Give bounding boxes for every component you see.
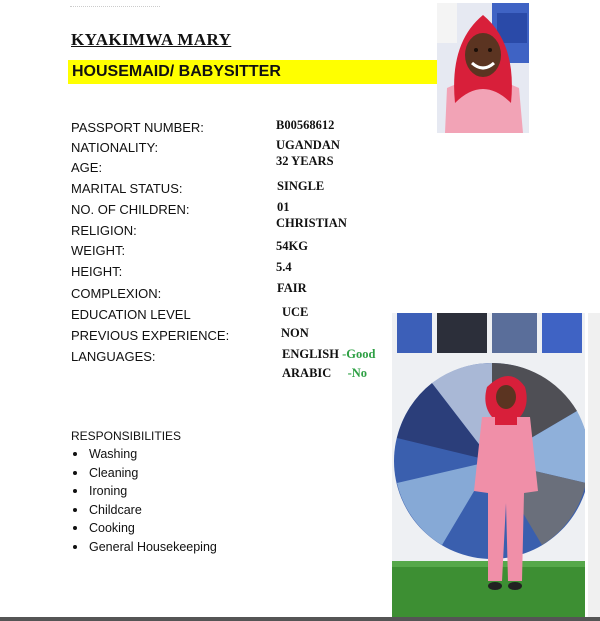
list-item: Ironing <box>71 482 217 501</box>
children-label: NO. OF CHILDREN: <box>71 202 190 217</box>
detail-row-passport <box>0 118 600 138</box>
nationality-value: UGANDAN <box>276 138 340 152</box>
position-title: HOUSEMAID/ BABYSITTER <box>72 63 281 80</box>
language-arabic <box>282 366 367 381</box>
height-label: HEIGHT: <box>71 264 123 279</box>
marital-value: SINGLE <box>277 179 325 193</box>
top-decoration <box>70 0 160 7</box>
religion-value: CHRISTIAN <box>276 216 347 230</box>
religion-label: RELIGION: <box>71 223 137 238</box>
weight-value: 54KG <box>276 239 308 253</box>
detail-row-age <box>0 154 600 178</box>
height-value: 5.4 <box>276 260 292 274</box>
detail-row-complexion <box>0 281 600 304</box>
experience-label: PREVIOUS EXPERIENCE: <box>71 328 230 343</box>
detail-row-religion <box>0 216 600 241</box>
education-label: EDUCATION LEVEL <box>71 307 191 322</box>
language-english-level: -Good <box>342 347 376 361</box>
page-edge <box>588 313 600 617</box>
education-value: UCE <box>282 305 309 319</box>
experience-value: NON <box>281 326 309 340</box>
position-banner <box>68 60 437 84</box>
footer-divider <box>0 617 600 621</box>
nationality-label: NATIONALITY: <box>71 140 159 155</box>
list-item: Childcare <box>71 501 217 520</box>
responsibilities-title: RESPONSIBILITIES <box>71 429 182 443</box>
languages-label: LANGUAGES: <box>71 349 156 364</box>
detail-row-marital <box>0 179 600 199</box>
language-english <box>282 347 375 362</box>
language-arabic-level: -No <box>347 366 368 380</box>
weight-label: WEIGHT: <box>71 243 126 258</box>
detail-row-weight <box>0 241 600 261</box>
language-arabic-name: ARABIC <box>282 366 332 380</box>
list-item: Cooking <box>71 519 217 538</box>
marital-label: MARITAL STATUS: <box>71 181 183 196</box>
language-english-name: ENGLISH <box>282 347 339 361</box>
age-label: AGE: <box>71 160 103 175</box>
detail-row-height <box>0 262 600 282</box>
full-body-photo <box>392 313 585 617</box>
children-value: 01 <box>277 200 290 214</box>
list-item: Washing <box>71 445 217 464</box>
passport-label: PASSPORT NUMBER: <box>71 120 204 135</box>
complexion-value: FAIR <box>277 281 307 295</box>
list-item: General Housekeeping <box>71 538 217 557</box>
responsibilities-list <box>71 445 217 556</box>
passport-value: B00568612 <box>276 118 335 132</box>
age-value: 32 YEARS <box>276 154 334 168</box>
complexion-label: COMPLEXION: <box>71 286 162 301</box>
candidate-name: KYAKIMWA MARY <box>71 30 232 49</box>
portrait-photo <box>437 3 529 133</box>
list-item: Cleaning <box>71 464 217 483</box>
